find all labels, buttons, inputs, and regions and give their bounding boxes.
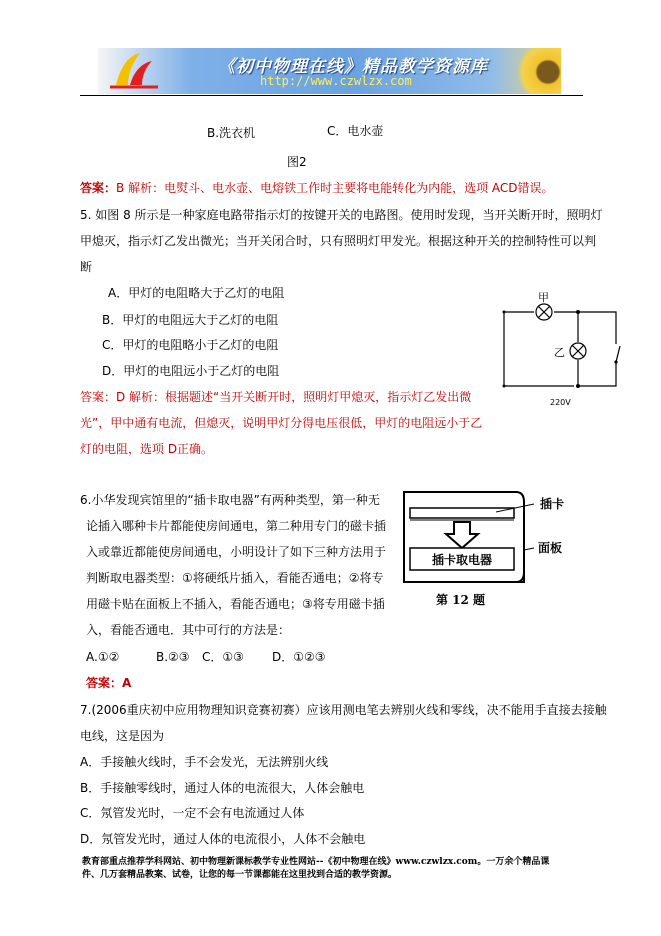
q5-circuit-diagram bbox=[498, 290, 638, 410]
header-banner bbox=[98, 48, 561, 94]
q7-option-b: B．手接触零线时，通过人体的电流很大，人体会触电 bbox=[80, 781, 365, 795]
lamp-a-icon bbox=[536, 304, 552, 320]
banner-title: 《初中物理在线》精品教学资源库 bbox=[218, 57, 488, 77]
card-label: 插卡 bbox=[540, 497, 565, 511]
figure-caption: 第 12 题 bbox=[436, 593, 486, 607]
panel-label: 面板 bbox=[538, 541, 563, 555]
footer-line-2: 件、几万套精品教案、试卷，让您的每一节课都能在这里找到合适的教学资源。 bbox=[82, 870, 398, 880]
voltage-label: 220V bbox=[550, 398, 571, 407]
q7-option-a: A．手接触火线时，手不会发光，无法辨别火线 bbox=[80, 755, 329, 769]
q4-answer-label: 答案： bbox=[80, 181, 117, 195]
q5-option-a: A．甲灯的电阻略大于乙灯的电阻 bbox=[108, 286, 285, 300]
switch-icon bbox=[614, 346, 620, 364]
sunflower-icon bbox=[518, 48, 561, 94]
q6-line-5: 用磁卡贴在面板上不插入，看能否通电；③将专用磁卡插 bbox=[86, 597, 385, 611]
q6-option-d: D．①②③ bbox=[272, 650, 326, 664]
q7-option-d: D．氖管发光时，通过人体的电流很小，人体不会触电 bbox=[80, 832, 366, 846]
q4-answer-text: B 解析：电熨斗、电水壶、电熔铁工作时主要将电能转化为内能，选项 ACD错误。 bbox=[116, 181, 554, 195]
lamp-b-label: 乙 bbox=[554, 346, 565, 359]
banner-url: http://www.czwlzx.com bbox=[260, 74, 412, 88]
q4-option-c: C．电水壶 bbox=[327, 124, 384, 138]
q6-card-reader-figure bbox=[400, 486, 596, 610]
q5-line-2: 甲熄灭，指示灯乙发出微光；当开关闭合时，只有照明灯甲发光。根据这种开关的控制特性可以判 bbox=[80, 234, 597, 248]
q6-line-3: 入或靠近都能使房间通电，小明设计了如下三种方法用于 bbox=[86, 545, 387, 559]
q6-answer-label: 答案： bbox=[86, 676, 123, 690]
q5-answer-line-2: 光”，甲中通有电流，但熄灭，说明甲灯分得电压很低，甲灯的电阻远小于乙 bbox=[80, 416, 483, 430]
q5-line-3: 断 bbox=[80, 260, 93, 274]
q6-option-b: B.②③ bbox=[156, 650, 190, 664]
q5-option-b: B．甲灯的电阻远大于乙灯的电阻 bbox=[102, 313, 279, 327]
q5-line-1: 5. 如图 8 所示是一种家庭电路带指示灯的按键开关的电路图。使用时发现，当开关断开时，照明灯 bbox=[80, 208, 603, 222]
q5-option-d: D．甲灯的电阻远小于乙灯的电阻 bbox=[102, 364, 280, 378]
q4-option-b: B.洗衣机 bbox=[207, 126, 256, 140]
q4-figure-caption: 图2 bbox=[287, 155, 307, 169]
q6-option-a: A.①② bbox=[86, 650, 120, 664]
q6-line-2: 论插入哪种卡片都能使房间通电，第二种用专门的磁卡插 bbox=[86, 519, 387, 533]
footer-line-1: 教育部重点推荐学科网站、初中物理新课标教学专业性网站--《初中物理在线》www.czwlzx.com。一万余个精品课 bbox=[82, 857, 550, 867]
q6-line-6: 入，看能否通电．其中可行的方法是： bbox=[86, 623, 291, 637]
q6-answer-value: A bbox=[122, 676, 132, 690]
q6-option-c: C．①③ bbox=[202, 650, 244, 664]
lamp-b-icon bbox=[570, 343, 586, 359]
lamp-a-label: 甲 bbox=[538, 291, 549, 304]
q5-option-c: C．甲灯的电阻略小于乙灯的电阻 bbox=[102, 338, 279, 352]
site-logo-icon bbox=[106, 51, 166, 91]
card-reader-label: 插卡取电器 bbox=[431, 553, 493, 567]
header-divider bbox=[80, 95, 583, 96]
q6-answer bbox=[86, 676, 131, 690]
q7-line-2: 电线，这是因为 bbox=[80, 729, 165, 743]
q4-answer bbox=[80, 181, 554, 195]
q7-line-1: 7.(2006重庆初中应用物理知识竞赛初赛）应该用测电笔去辨别火线和零线，决不能用手直接去接触 bbox=[80, 703, 607, 717]
q7-option-c: C．氖管发光时，一定不会有电流通过人体 bbox=[80, 806, 305, 820]
q6-line-1: 6.小华发现宾馆里的“插卡取电器”有两种类型，第一种无 bbox=[80, 493, 380, 507]
q5-answer-line-3: 灯的电阻，选项 D正确。 bbox=[80, 442, 214, 456]
q6-line-4: 判断取电器类型：①将硬纸片插入，看能否通电；②将专 bbox=[86, 571, 384, 585]
q5-answer-line-1: 答案：D 解析：根据题述“当开关断开时，照明灯甲熄灭，指示灯乙发出微 bbox=[80, 390, 472, 404]
